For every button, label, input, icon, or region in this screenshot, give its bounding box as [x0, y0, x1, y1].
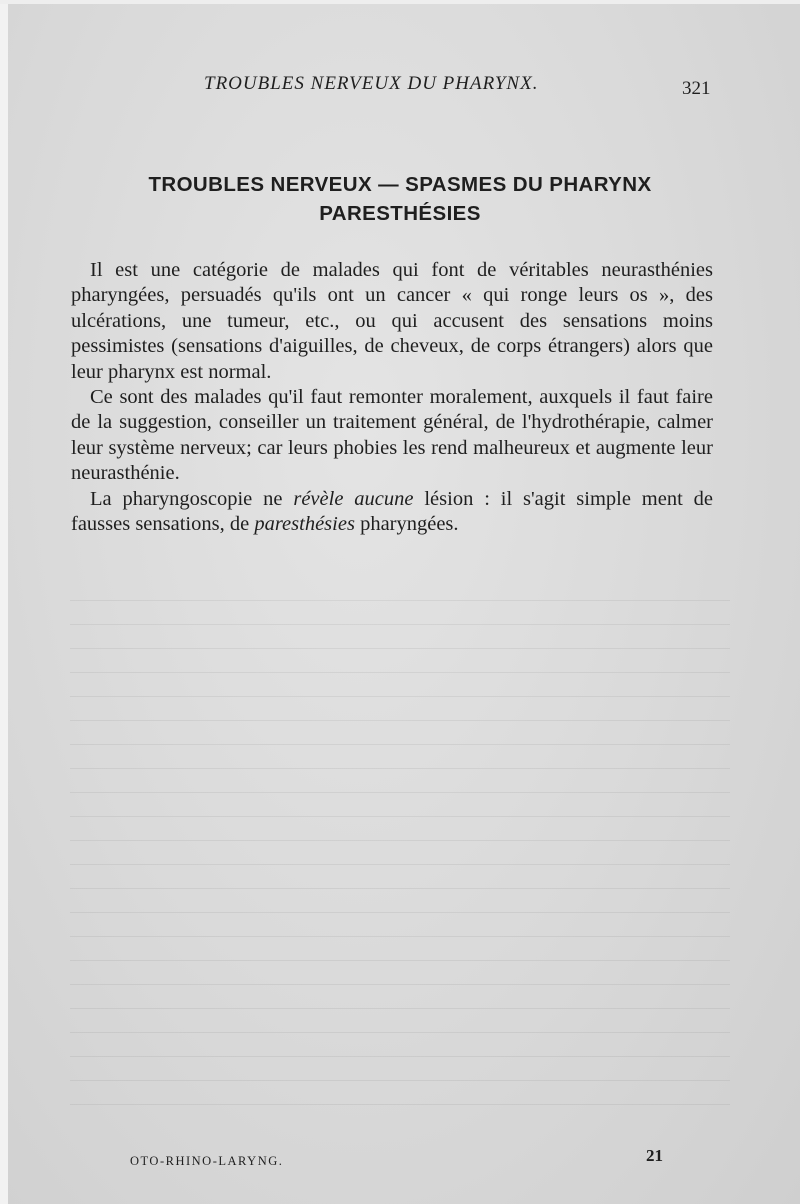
page-edge-top — [0, 0, 800, 4]
paragraph-2: Ce sont des malades qu'il faut remonter moralement, auxquels il faut faire de la suggestion, conseiller un traitement général, de l'hydrothérapie, calmer leur système nerveux; car leurs phobies les rend malheureux et augmente leur neurasthénie. — [71, 386, 713, 485]
emphasis-paresthesies: paresthésies — [254, 513, 355, 536]
section-title-line-1: TROUBLES NERVEUX — SPASMES DU PHARYNX — [148, 173, 652, 196]
section-title — [60, 170, 740, 228]
paragraph-3-text-b: lésion : il s'agit simple ment de fausses sensations, de — [71, 487, 713, 536]
page-number: 321 — [682, 78, 711, 99]
section-title-line-2: PARESTHÉSIES — [319, 202, 481, 225]
body-text — [71, 258, 713, 537]
sheet-number: 21 — [646, 1146, 663, 1165]
emphasis-revele-aucune: révèle aucune — [293, 487, 414, 510]
signature-mark: OTO-RHINO-LARYNG. — [130, 1154, 284, 1168]
paragraph-1: Il est une catégorie de malades qui font de véritables neurasthénies pharyngées, persuadés qu'ils ont un cancer « qui ronge leurs os », des ulcérations, une tumeur, etc., ou qui accusent des sensations moins pessimistes (sensations d'aiguilles, de cheveux, de corps étrangers) alors que leur pharynx est normal. — [71, 259, 713, 383]
paragraph-3-text-a: La pharyngoscopie ne — [90, 487, 294, 510]
paragraph-3 — [71, 487, 713, 538]
paragraph-3-text-c: pharyngées. — [354, 513, 459, 536]
show-through-texture — [70, 600, 730, 1120]
page-edge — [0, 0, 8, 1204]
running-head: TROUBLES NERVEUX DU PHARYNX. — [204, 73, 539, 94]
